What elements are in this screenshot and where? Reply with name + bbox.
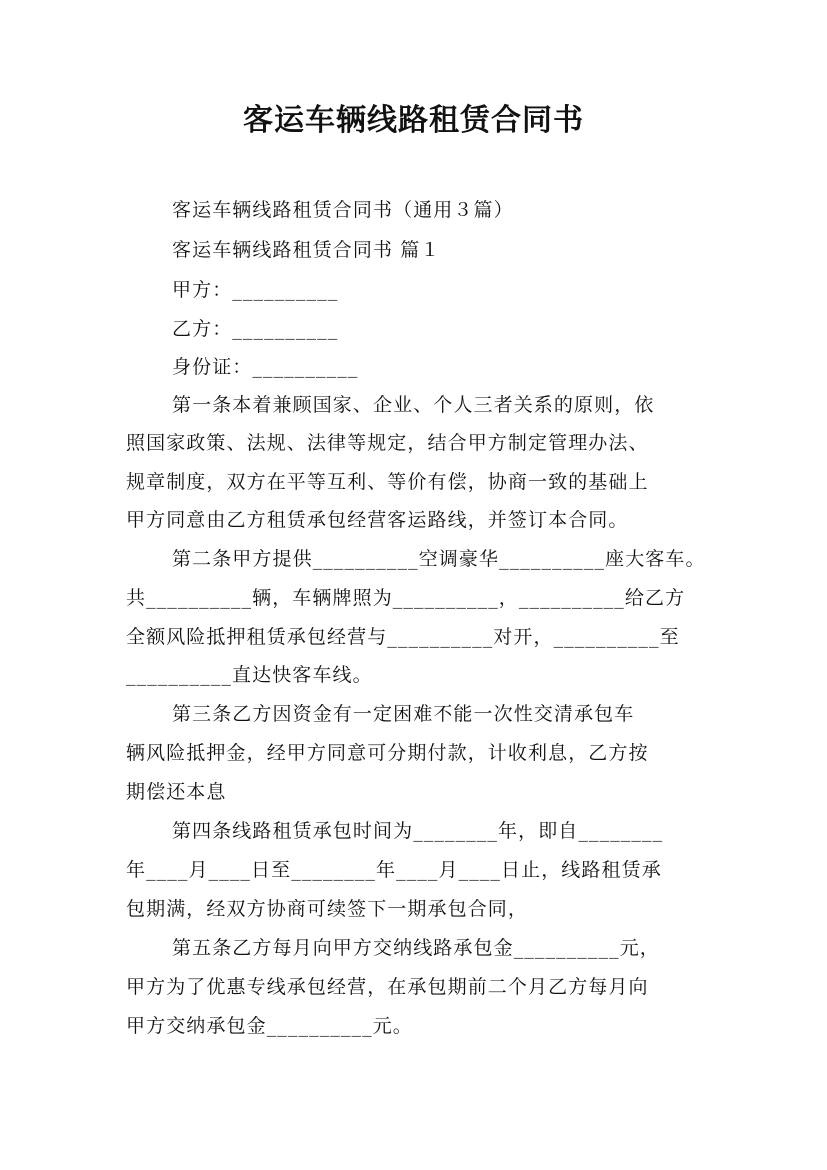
doc-line: 规章制度，双方在平等互利、等价有偿，协商一致的基础上: [126, 471, 649, 493]
doc-line: 包期满，经双方协商可续签下一期承包合同，: [126, 898, 529, 920]
doc-line: 期偿还本息: [126, 781, 227, 803]
doc-line: 身份证：__________: [172, 356, 359, 378]
doc-line: 辆风险抵押金，经甲方同意可分期付款，计收利息，乙方按: [126, 742, 649, 764]
doc-line: 第二条甲方提供__________空调豪华__________座大客车。: [172, 548, 706, 570]
doc-line: 第一条本着兼顾国家、企业、个人三者关系的原则，依: [172, 394, 655, 416]
doc-line: __________直达快客车线。: [126, 664, 373, 686]
doc-line: 客运车辆线路租赁合同书 篇１: [172, 239, 441, 261]
doc-line: 第三条乙方因资金有一定困难不能一次性交清承包车: [172, 703, 635, 725]
doc-line: 全额风险抵押租赁承包经营与__________对开，__________至: [126, 626, 680, 648]
doc-line: 客运车辆线路租赁合同书（通用３篇）: [172, 199, 514, 221]
doc-line: 年____月____日至________年____月____日止，线路租赁承: [126, 859, 662, 881]
doc-line: 照国家政策、法规、法律等规定，结合甲方制定管理办法、: [126, 432, 649, 454]
doc-line: 甲方交纳承包金__________元。: [126, 1015, 413, 1037]
doc-line: 甲方：__________: [172, 279, 339, 301]
doc-line: 甲方为了优惠专线承包经营，在承包期前二个月乙方每月向: [126, 976, 649, 998]
document-title: 客运车辆线路租赁合同书: [243, 103, 584, 138]
doc-line: 乙方：__________: [172, 318, 339, 340]
doc-line: 第五条乙方每月向甲方交纳线路承包金__________元，: [172, 937, 660, 959]
doc-line: 共__________辆，车辆牌照为__________，__________给乙方: [126, 587, 686, 609]
doc-line: 第四条线路租赁承包时间为________年，即自________: [172, 820, 664, 842]
doc-line: 甲方同意由乙方租赁承包经营客运路线，并签订本合同。: [126, 509, 629, 531]
